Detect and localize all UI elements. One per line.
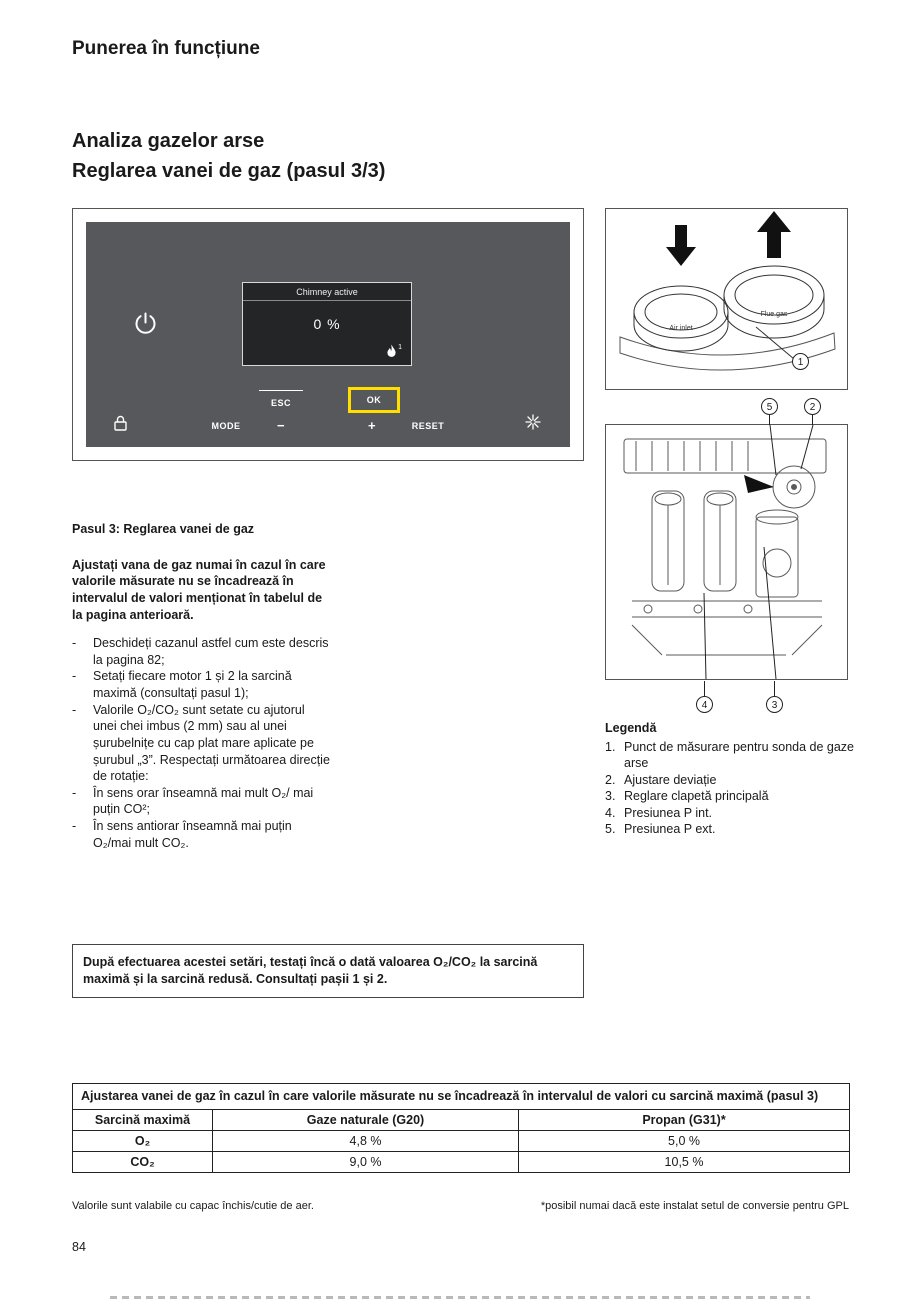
callout-4: 4	[696, 696, 713, 713]
co2-g20-value: 9,0 %	[213, 1152, 519, 1173]
section-title-line2: Reglarea vanei de gaz (pasul 3/3)	[72, 160, 386, 182]
legend	[605, 720, 857, 838]
gas-adjustment-table	[72, 1083, 850, 1173]
table-header-g31: Propan (G31)*	[519, 1110, 850, 1131]
footnote-right: *posibil numai dacă este instalat setul de conversie pentru GPL	[540, 1200, 849, 1212]
co2-g31-value: 10,5 %	[519, 1152, 850, 1173]
air-inlet-label: Air inlet	[669, 325, 693, 332]
callout-3: 3	[766, 696, 783, 713]
boiler-control-panel	[86, 222, 570, 447]
callout-3-leader	[774, 681, 775, 696]
lock-icon	[113, 414, 128, 432]
list-item: - În sens antiorar înseamnă mai puțin O₂/mai mult CO₂.	[72, 819, 292, 850]
footnotes	[72, 1200, 849, 1212]
section-title	[72, 126, 385, 186]
table-row	[73, 1152, 850, 1173]
o2-g31-value: 5,0 %	[519, 1131, 850, 1152]
list-item: - Valorile O₂/CO₂ sunt setate cu ajutorul unei chei imbus (2 mm) sau al unei șurubelnițe cu cap plat mare aplicate pe șurubul „3”. Respectați următoarea direcție de rotație:	[72, 702, 330, 784]
callout-5: 5	[761, 398, 778, 415]
legend-heading: Legendă	[605, 721, 657, 735]
table-row	[73, 1131, 850, 1152]
legend-item: 2. Ajustare deviație	[605, 772, 717, 787]
callout-2-leader	[812, 415, 813, 425]
reset-button[interactable]: RESET	[411, 421, 445, 431]
list-item: - Setați fiecare motor 1 și 2 la sarcină maximă (consultați pasul 1);	[72, 669, 292, 700]
gas-valve-illustration	[606, 425, 847, 679]
minus-button[interactable]: −	[276, 418, 286, 433]
flame-icon	[386, 344, 402, 359]
display-status: Chimney active	[243, 283, 411, 301]
note-box: După efectuarea acestei setări, testați încă o dată valoarea O₂/CO₂ la sarcină maximă și la sarcină redusă. Consultați pașii 1 și 2.	[72, 944, 584, 998]
legend-item: 1. Punct de măsurare pentru sonda de gaze arse	[605, 739, 855, 770]
ok-button[interactable]: OK	[348, 387, 400, 413]
table-header-g20: Gaze naturale (G20)	[213, 1110, 519, 1131]
o2-g20-value: 4,8 %	[213, 1131, 519, 1152]
step-3-section	[72, 521, 330, 851]
adjustment-arrow	[744, 475, 774, 493]
table-title: Ajustarea vanei de gaz în cazul în care valorile măsurate nu se încadrează în intervalul de valori cu sarcină maximă (pasul 3)	[73, 1084, 850, 1110]
control-panel-figure	[72, 208, 584, 461]
flue-gas-label: Flue gas	[760, 311, 788, 318]
row-label-co2: CO₂	[73, 1152, 213, 1173]
flue-gas-arrow-up	[757, 211, 791, 258]
display-value: 0 %	[313, 316, 341, 332]
list-item: - Deschideți cazanul astfel cum este descris la pagina 82;	[72, 636, 329, 667]
gas-valve-figure	[605, 424, 848, 680]
power-icon	[132, 310, 159, 337]
page-header: Punerea în funcțiune	[72, 38, 260, 59]
callout-5-leader	[769, 415, 770, 425]
callout-2: 2	[804, 398, 821, 415]
air-inlet-arrow-down	[666, 225, 696, 266]
plus-button[interactable]: +	[367, 418, 377, 433]
chimney-sweep-icon	[524, 413, 542, 431]
callout-1: 1	[792, 353, 809, 370]
section-title-line1: Analiza gazelor arse	[72, 130, 265, 152]
table-header-load: Sarcină maximă	[73, 1110, 213, 1131]
page-edge-artifact	[110, 1296, 810, 1299]
row-label-o2: O₂	[73, 1131, 213, 1152]
air-intake-figure	[605, 208, 848, 390]
table-header-row	[73, 1110, 850, 1131]
panel-display	[242, 282, 412, 366]
step-heading: Pasul 3: Reglarea vanei de gaz	[72, 522, 255, 536]
table-title-row	[73, 1084, 850, 1110]
air-intake-illustration	[606, 209, 847, 389]
list-item: - În sens orar înseamnă mai mult O₂/ mai puțin CO²;	[72, 785, 314, 817]
legend-item: 3. Reglare clapetă principală	[605, 789, 769, 803]
mode-button[interactable]: MODE	[211, 421, 241, 431]
flame-superscript: 1	[398, 344, 402, 351]
esc-button[interactable]: ESC	[259, 390, 303, 408]
legend-item: 4. Presiunea P int.	[605, 805, 713, 820]
step-intro: Ajustați vana de gaz numai în cazul în care valorile măsurate nu se încadrează în intervalul de valori menționat în tabelul de la pagina anterioară.	[72, 557, 326, 622]
legend-item: 5. Presiunea P ext.	[605, 822, 716, 836]
page-number: 84	[72, 1240, 86, 1254]
footnote-left: Valorile sunt valabile cu capac închis/cutie de aer.	[72, 1200, 314, 1212]
callout-4-leader	[704, 681, 705, 696]
